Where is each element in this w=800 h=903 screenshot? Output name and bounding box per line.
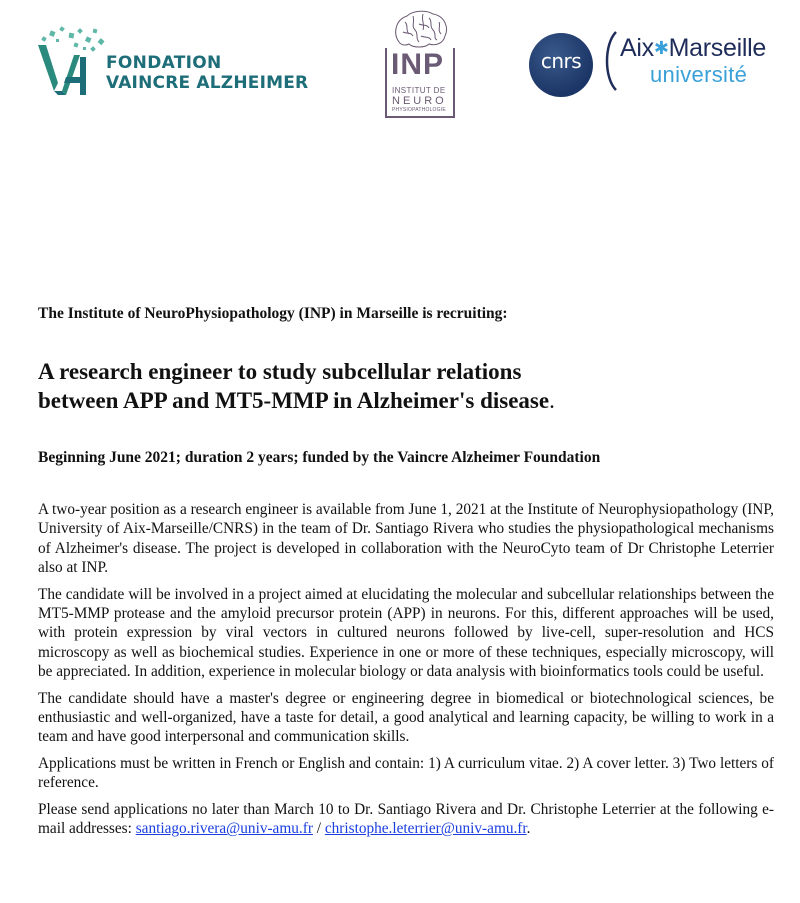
email-link-leterrier[interactable]: christophe.leterrier@univ-amu.fr [324,820,527,838]
contact-text: Please send applications no later than March 10 to Dr. Santiago Rivera and Dr. Christophe Leterrier at the following e-mail addresses: [38,800,774,838]
cnrs-logo [529,33,593,97]
contact-end: . [526,820,531,838]
cnrs-wordmark: cnrs [540,49,582,73]
amu-bracket-icon [600,30,620,92]
job-description [38,500,774,846]
inp-acronym: INP [391,48,445,81]
position-summary: Beginning June 2021; duration 2 years; funded by the Vaincre Alzheimer Foundation [38,449,601,466]
paragraph-contact [38,800,774,839]
fva-wordmark [106,53,308,93]
title-line-2: between APP and MT5-MMP in Alzheimer's disease [38,388,550,413]
amu-aix: Aix [620,34,654,62]
brain-icon [391,8,451,52]
paragraph-requirements: The candidate should have a master's degree or engineering degree in biomedical or biotechnological sciences, be enthusiastic and well-organized, have a taste for detail, a good analytical and learning capacity, be willing to work in a team and have good interpersonal and communication skills. [38,689,774,746]
paragraph-applications: Applications must be written in French or English and contain: 1) A curriculum vitae. 2) A cover letter. 3) Two letters of reference. [38,754,774,792]
amu-line1 [620,34,766,63]
fva-line2: VAINCRE ALZHEIMER [106,73,309,93]
title-period: . [549,388,555,413]
recruiting-line: The Institute of NeuroPhysiopathology (INP) in Marseille is recruiting: [38,305,508,322]
inp-subtitle-2: NEURO [392,95,447,107]
email-link-rivera[interactable]: santiago.rivera@univ-amu.fr [135,820,313,838]
paragraph-project: The candidate will be involved in a project aimed at elucidating the molecular and subcellular relationships between the MT5-MMP protease and the amyloid precursor protein (APP) in neurons. For this, different approaches will be used, with protein expression by viral vectors in cultured neurons followed by live-cell, super-resolution and HCS microscopy as well as biochemical studies. Experience in one or more of these techniques, especially microscopy, will be appreciated. In addition, experience in molecular biology or data analysis with bioinformatics tools could be useful. [38,585,774,681]
aix-marseille-universite-logo [598,30,778,90]
amu-line2: université [650,62,748,87]
inp-subtitle-1: INSTITUT DE [392,86,446,95]
fondation-vaincre-alzheimer-logo [36,25,341,100]
title-line-1: A research engineer to study subcellular relations [38,359,522,384]
inp-subtitle-3: PHYSIOPATHOLOGIE [392,107,446,113]
amu-star-icon: ✱ [653,38,669,58]
fva-butterfly-icon [36,25,111,97]
page-title [38,357,555,415]
fva-line1: FONDATION [106,53,222,73]
paragraph-position: A two-year position as a research engineer is available from June 1, 2021 at the Institute of Neurophysiopathology (INP, University of Aix-Marseille/CNRS) in the team of Dr. Santiago Rivera who studies the physiopathological mechanisms of Alzheimer's disease. The project is developed in collaboration with the NeuroCyto team of Dr Christophe Leterrier also at INP. [38,501,774,577]
amu-marseille: Marseille [668,34,766,62]
email-separator: / [312,820,325,838]
inp-logo [385,8,457,120]
